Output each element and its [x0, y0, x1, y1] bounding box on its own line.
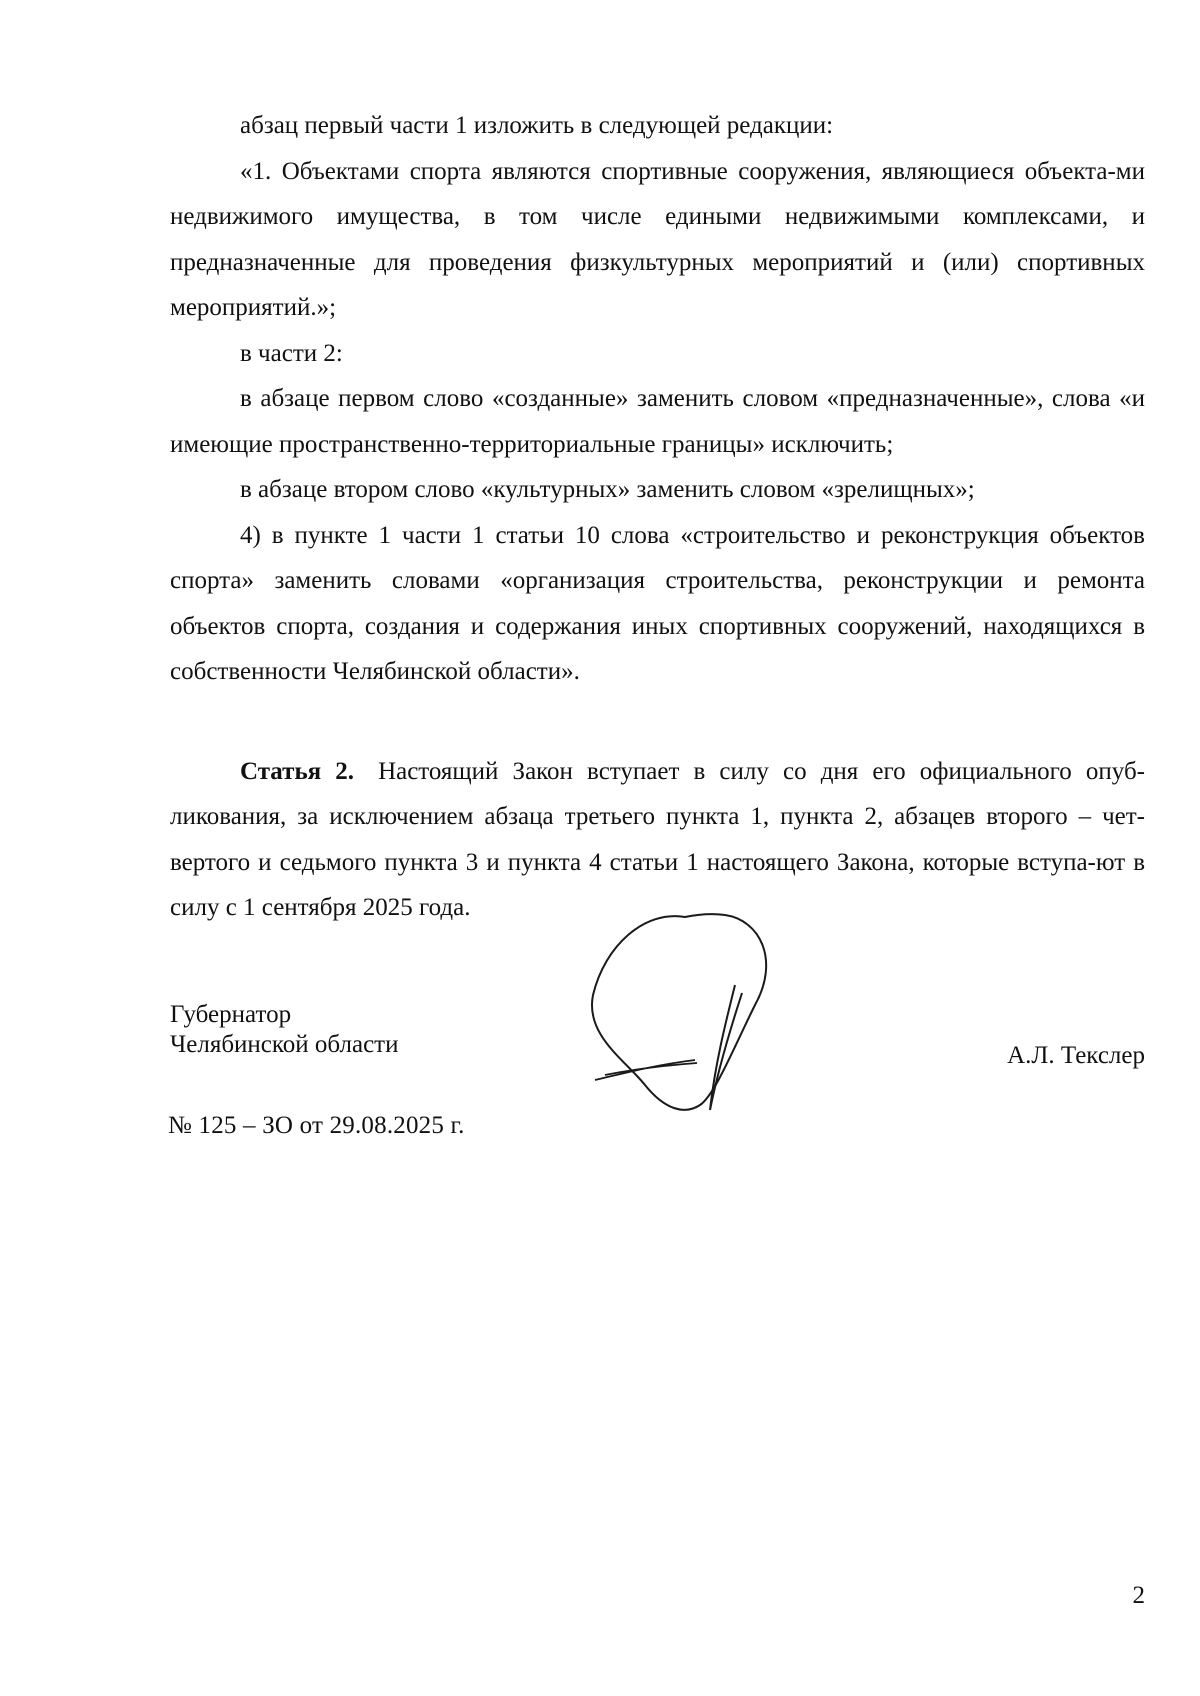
signature-loop	[592, 914, 766, 1110]
article-2	[170, 749, 1145, 931]
paragraph: в абзаце втором слово «культурных» заменить словом «зрелищных»;	[240, 476, 975, 503]
paragraph: в части 2:	[240, 339, 343, 367]
paragraph: 4) в пункте 1 части 1 статьи 10 слова «строительство и реконструкция объектов спорта» заменить словами «организация строительства, реконструкции и ремонта объектов спорта, создания и содержания иных спортивных сооружений, находящихся в собственности Челябинской области».	[170, 521, 1145, 685]
law-number: № 125 – ЗО от 29.08.2025 г.	[168, 1112, 465, 1139]
page-number: 2	[1132, 1582, 1145, 1609]
signer-name: А.Л. Текслер	[1007, 1042, 1145, 1069]
governor-title-line-2: Челябинской области	[170, 1031, 399, 1058]
governor-title	[170, 1000, 398, 1060]
article-text: Настоящий Закон вступает в силу со дня его официального опуб-ликования, за исключением абзаца третьего пункта 1, пункта 2, абзацев второго – чет-вертого и седьмого пункта 3 и пункта 4 статьи 1 настоящего Закона, которые вступа-ют в силу с 1 сентября 2025 года.	[170, 757, 1145, 921]
document-body	[170, 103, 1145, 931]
paragraph: абзац первый части 1 изложить в следующей редакции:	[240, 112, 834, 139]
governor-title-line-1: Губернатор	[170, 1001, 292, 1028]
paragraph: «1. Объектами спорта являются спортивные сооружения, являющиеся объекта-ми недвижимого имущества, в том числе едиными недвижимыми комплексами, и предназначенные для проведения физкультурных мероприятий и (или) спортивных мероприятий.»;	[170, 157, 1145, 321]
handwritten-signature	[585, 905, 785, 1115]
paragraph: в абзаце первом слово «созданные» заменить словом «предназначенные», слова «и имеющие пространственно-территориальные границы» исключить;	[170, 385, 1145, 458]
signature-stroke	[710, 985, 742, 1110]
article-heading: Статья 2.	[240, 757, 355, 785]
signature-underline	[595, 1060, 697, 1080]
